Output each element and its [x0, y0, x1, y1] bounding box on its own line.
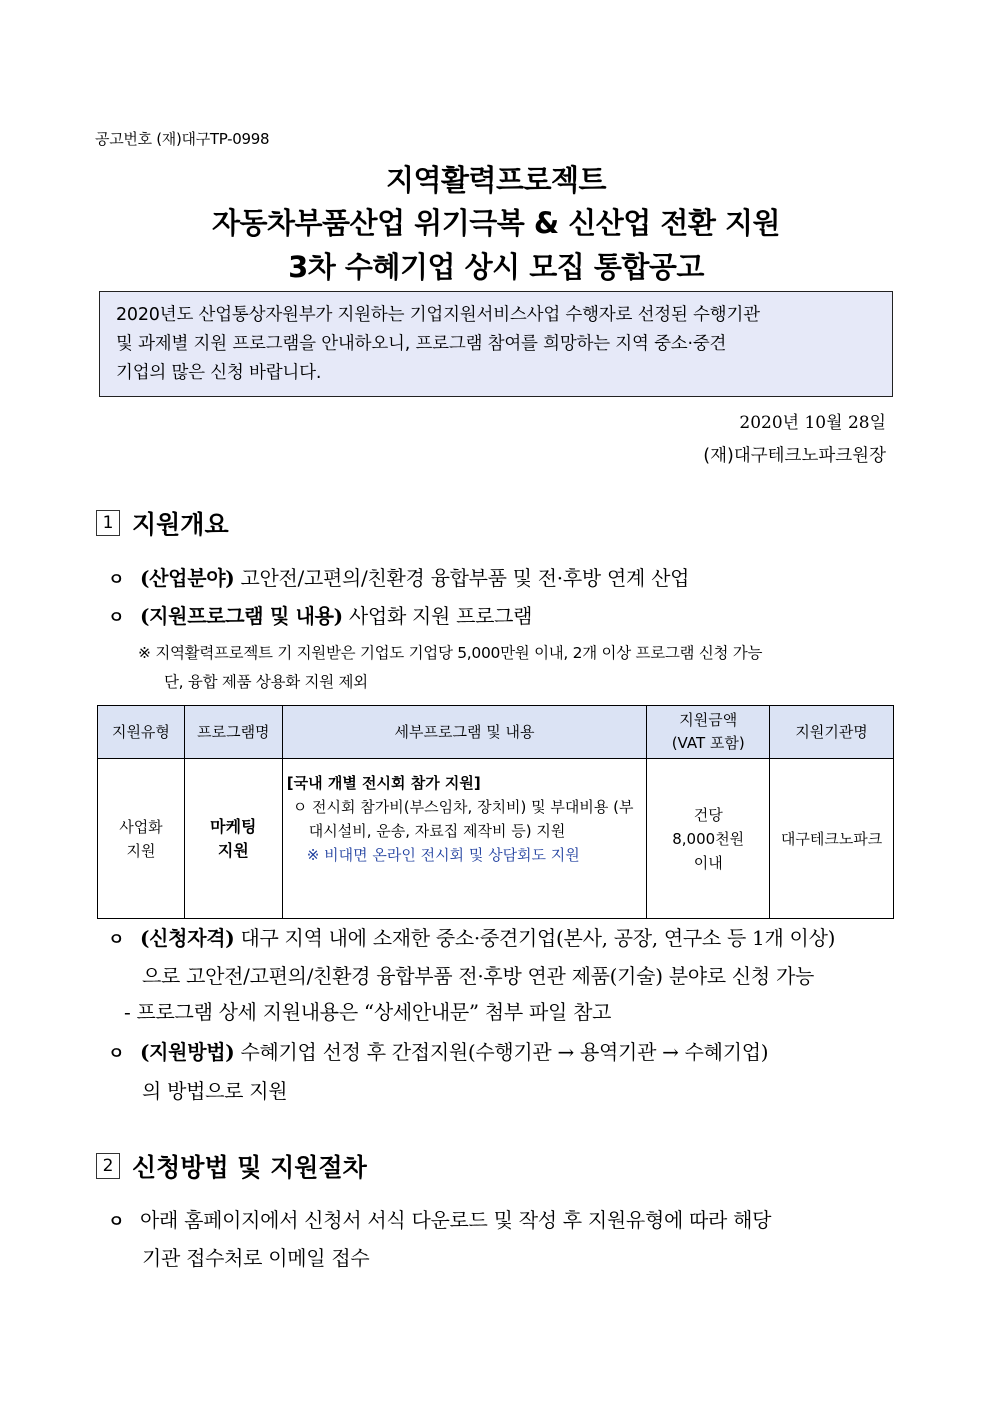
section-number-box: 2 — [96, 1153, 120, 1179]
cell-amount — [647, 759, 770, 919]
note-line: ※ 지역활력프로젝트 기 지원받은 기업도 기업당 5,000만원 이내, 2개 이상 프로그램 신청 가능 — [138, 644, 763, 662]
table-header-row — [98, 706, 894, 759]
title-line-2: 자동차부품산업 위기극복 & 신산업 전환 지원 — [211, 206, 781, 240]
bullet-mark: ㅇ — [108, 608, 125, 628]
detail-title: [국내 개별 전시회 참가 지원] — [286, 774, 481, 792]
section-title: 지원개요 — [132, 510, 229, 539]
support-table — [97, 705, 894, 919]
col-header — [647, 706, 770, 759]
bullet-application — [108, 1204, 896, 1233]
cell-detail — [282, 759, 647, 919]
bullet-eligibility — [108, 922, 896, 951]
bullet-label: (지원프로그램 및 내용) — [140, 604, 343, 628]
bullet-industry — [108, 562, 896, 591]
bullet-text: 수혜기업 선정 후 간접지원(수행기관 → 용역기관 → 수혜기업) — [234, 1040, 769, 1064]
col-header-line: 지원금액 — [679, 711, 738, 729]
col-header: 세부프로그램 및 내용 — [282, 706, 647, 759]
dash-line: - 프로그램 상세 지원내용은 “상세안내문” 첨부 파일 참고 — [124, 1000, 612, 1024]
issuer: (재)대구테크노파크원장 — [703, 446, 886, 466]
cell-line: 이내 — [693, 853, 723, 872]
bullet-text: 고안전/고편의/친환경 융합부품 및 전·후방 연계 산업 — [234, 566, 690, 590]
bullet-text: 사업화 지원 프로그램 — [342, 604, 533, 628]
cell-line: 지원 — [126, 841, 156, 860]
cell-program — [184, 759, 282, 919]
detail-note: ※ 비대면 온라인 전시회 및 상담회도 지원 — [306, 846, 580, 864]
cell-line: 지원 — [217, 840, 249, 860]
table-row — [98, 759, 894, 919]
bullet-method — [108, 1036, 896, 1065]
bullet-mark: ㅇ — [108, 1212, 125, 1232]
announcement-date: 2020년 10월 28일 — [739, 413, 886, 433]
bullet-label: (산업분야) — [140, 566, 235, 590]
cell-agency: 대구테크노파크 — [770, 759, 894, 919]
section-1-heading — [96, 505, 229, 541]
cell-line: 건당 — [693, 805, 723, 824]
bullet-label: (지원방법) — [140, 1040, 235, 1064]
summary-line: 기업의 많은 신청 바랍니다. — [116, 363, 322, 383]
detail-item: ㅇ 전시회 참가비(부스임차, 장치비) 및 부대비용 (부대시설비, 운송, 자료집 제작비 등) 지원 — [292, 798, 634, 840]
section-2-heading — [96, 1148, 367, 1184]
bullet-program — [108, 600, 896, 629]
bullet-mark: ㅇ — [108, 570, 125, 590]
cell-type — [98, 759, 185, 919]
bullet-continuation: 의 방법으로 지원 — [142, 1079, 288, 1103]
note-line: 단, 융합 제품 상용화 지원 제외 — [164, 673, 368, 691]
bullet-continuation: 기관 접수처로 이메일 접수 — [142, 1246, 370, 1270]
col-header: 지원기관명 — [770, 706, 894, 759]
bullet-text: 아래 홈페이지에서 신청서 서식 다운로드 및 작성 후 지원유형에 따라 해당 — [140, 1208, 772, 1232]
col-header-line: (VAT 포함) — [671, 734, 745, 752]
summary-box — [99, 291, 893, 397]
cell-line: 8,000천원 — [672, 829, 745, 848]
notice-number: 공고번호 (재)대구TP-0998 — [95, 130, 270, 148]
col-header: 프로그램명 — [184, 706, 282, 759]
summary-line: 2020년도 산업통상자원부가 지원하는 기업지원서비스사업 수행자로 선정된 수행기관 — [116, 305, 760, 325]
col-header: 지원유형 — [98, 706, 185, 759]
bullet-continuation: 으로 고안전/고편의/친환경 융합부품 전·후방 연관 제품(기술) 분야로 신청 가능 — [142, 964, 815, 988]
section-number-box: 1 — [96, 510, 120, 536]
bullet-label: (신청자격) — [140, 926, 235, 950]
bullet-text: 대구 지역 내에 소재한 중소·중견기업(본사, 공장, 연구소 등 1개 이상) — [234, 926, 836, 950]
cell-line: 마케팅 — [210, 816, 257, 836]
summary-line: 및 과제별 지원 프로그램을 안내하오니, 프로그램 참여를 희망하는 지역 중소·중견 — [116, 334, 727, 354]
title-line-3: 3차 수혜기업 상시 모집 통합공고 — [288, 250, 704, 284]
title-line-1: 지역활력프로젝트 — [385, 163, 607, 197]
bullet-mark: ㅇ — [108, 1044, 125, 1064]
section-title: 신청방법 및 지원절차 — [132, 1153, 367, 1182]
cell-line: 사업화 — [119, 817, 163, 836]
bullet-mark: ㅇ — [108, 930, 125, 950]
